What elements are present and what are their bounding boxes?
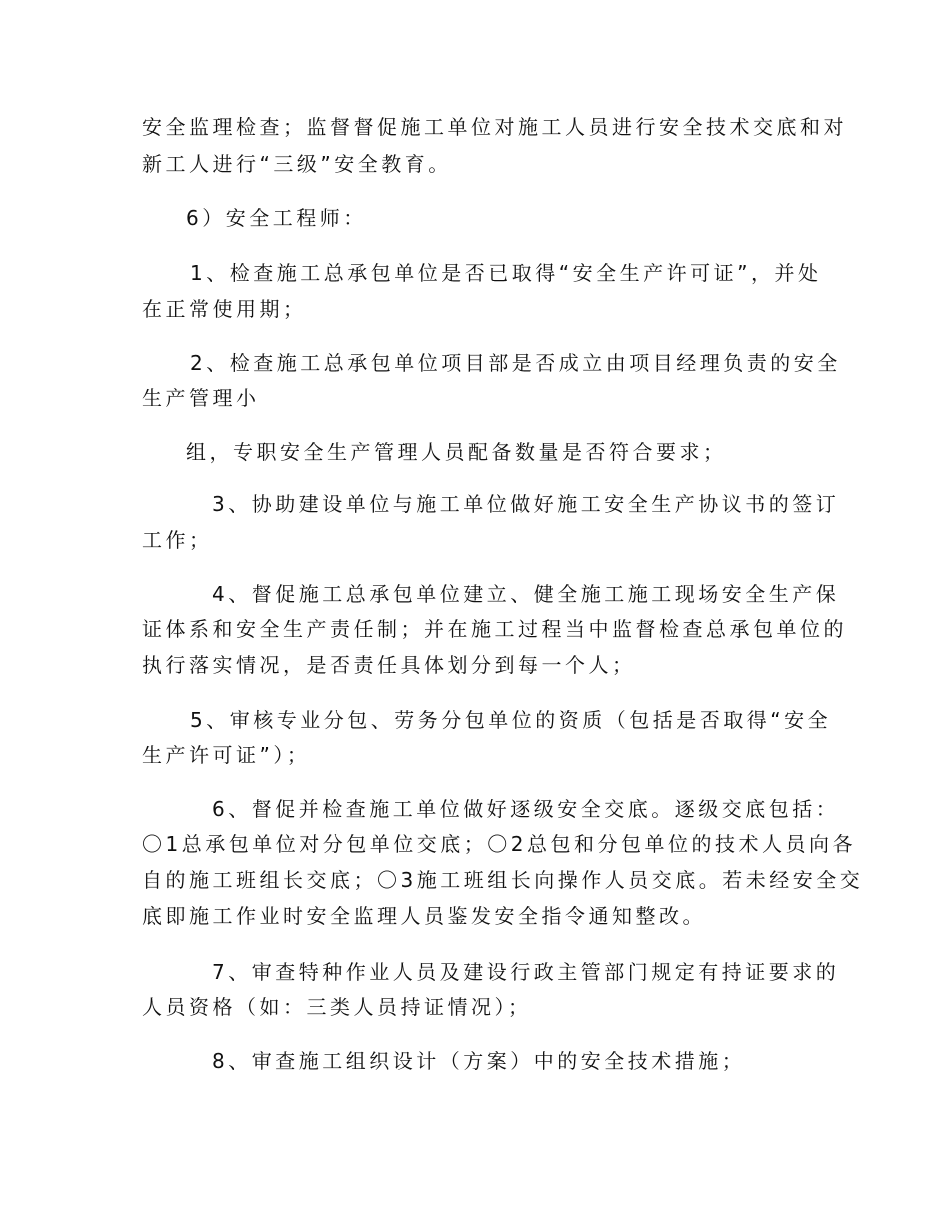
text-line: 安全监理检查；监督督促施工单位对施工人员进行安全技术交底和对 [142, 115, 847, 139]
text-line: 5、审核专业分包、劳务分包单位的资质（包括是否取得“安全 [190, 708, 832, 732]
text-line: 工作； [142, 528, 213, 552]
text-line: 底即施工作业时安全监理人员鉴发安全指令通知整改。 [142, 904, 706, 928]
text-line: 新工人进行“三级”安全教育。 [142, 152, 452, 176]
text-line: 8、审查施工组织设计（方案）中的安全技术措施； [212, 1049, 746, 1073]
text-line: 组，专职安全生产管理人员配备数量是否符合要求； [186, 440, 727, 464]
text-line: 6、督促并检查施工单位做好逐级安全交底。逐级交底包括： [212, 797, 840, 821]
text-line: 生产管理小 [142, 386, 260, 410]
text-line: 人员资格（如：三类人员持证情况）； [142, 995, 532, 1019]
text-line: 3、协助建设单位与施工单位做好施工安全生产协议书的签订 [212, 492, 840, 516]
text-line: 自的施工班组长交底；〇3施工班组长向操作人员交底。若未经安全交 [142, 868, 864, 892]
text-line: 1、检查施工总承包单位是否已取得“安全生产许可证”，并处 [190, 261, 822, 285]
text-line: 在正常使用期； [142, 297, 307, 321]
text-line: 执行落实情况，是否责任具体划分到每一个人； [142, 653, 636, 677]
text-line: 〇1总承包单位对分包单位交底；〇2总包和分包单位的技术人员向各 [142, 832, 856, 856]
text-line: 生产许可证”）； [142, 743, 311, 767]
text-line: 证体系和安全生产责任制；并在施工过程当中监督检查总承包单位的 [142, 617, 847, 641]
text-line: 2、检查施工总承包单位项目部是否成立由项目经理负责的安全 [190, 351, 841, 375]
text-line: 4、督促施工总承包单位建立、健全施工施工现场安全生产保 [212, 582, 840, 606]
text-line: 7、审查特种作业人员及建设行政主管部门规定有持证要求的 [212, 960, 840, 984]
section-title: 6）安全工程师： [186, 206, 367, 230]
